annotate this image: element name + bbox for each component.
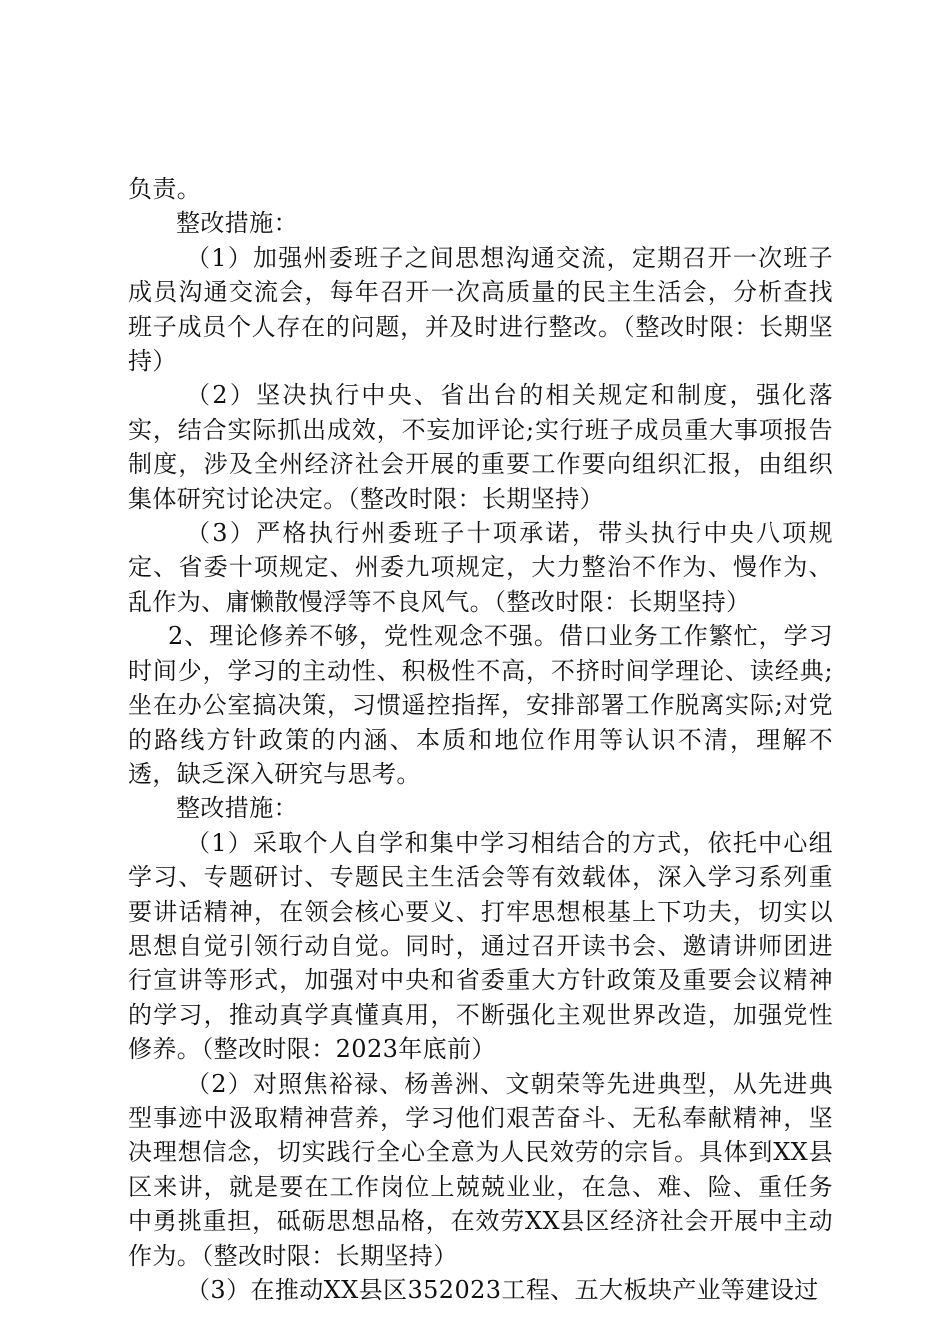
rectification-heading: 整改措施： (176, 209, 298, 238)
measure-paragraph: （1）加强州委班子之间思想沟通交流，定期召开一次班子成员沟通交流会，每年召开一次高质量的民主生活会，分析查找班子成员个人存在的问题，并及时进行整改。（整改时限：长期坚持） (128, 243, 833, 376)
paragraph-continuation: 负责。 (128, 175, 202, 203)
measure-paragraph: （1）采取个人自学和集中学习相结合的方式，依托中心组学习、专题研讨、专题民主生活会等有效载体，深入学习系列重要讲话精神，在领会核心要义、打牢思想根基上下功夫，切实以思想自觉引领行动自觉。同时，通过召开读书会、邀请讲师团进行宣讲等形式，加强对中央和省委重大方针政策及重要会议精神的学习，推动真学真懂真用，不断强化主观世界改造，加强党性修养。（整改时限：2023年底前） (128, 828, 833, 1064)
measure-paragraph: （2）对照焦裕禄、杨善洲、文朝荣等先进典型，从先进典型事迹中汲取精神营养，学习他们艰苦奋斗、无私奉献精神，坚决理想信念，切实践行全心全意为人民效劳的宗旨。具体到XX县区来讲，就是要在工作岗位上兢兢业业，在急、难、险、重任务中勇挑重担，砥砺思想品格，在效劳XX县区经济社会开展中主动作为。（整改时限：长期坚持） (128, 1069, 833, 1270)
measure-paragraph: （3）在推动XX县区352023工程、五大板块产业等建设过 (186, 1276, 819, 1304)
measure-paragraph: （3）严格执行州委班子十项承诺，带头执行中央八项规定、省委十项规定、州委九项规定，大力整治不作为、慢作为、乱作为、庸懒散慢浮等不良风气。（整改时限：长期坚持） (128, 519, 833, 616)
rectification-heading: 整改措施： (176, 794, 298, 823)
measure-paragraph: （2）坚决执行中央、省出台的相关规定和制度，强化落实，结合实际抓出成效，不妄加评论;实行班子成员重大事项报告制度，涉及全州经济社会开展的重要工作要向组织汇报，由组织集体研究讨论决定。（整改时限：长期坚持） (128, 381, 833, 513)
issue-paragraph: 2、理论修养不够，党性观念不强。借口业务工作繁忙，学习时间少，学习的主动性、积极性不高，不挤时间学理论、读经典;坐在办公室搞决策，习惯遥控指挥，安排部署工作脱离实际;对党的路线方针政策的内涵、本质和地位作用等认识不清，理解不透，缺乏深入研究与思考。 (128, 622, 833, 788)
document-body (128, 172, 833, 1307)
